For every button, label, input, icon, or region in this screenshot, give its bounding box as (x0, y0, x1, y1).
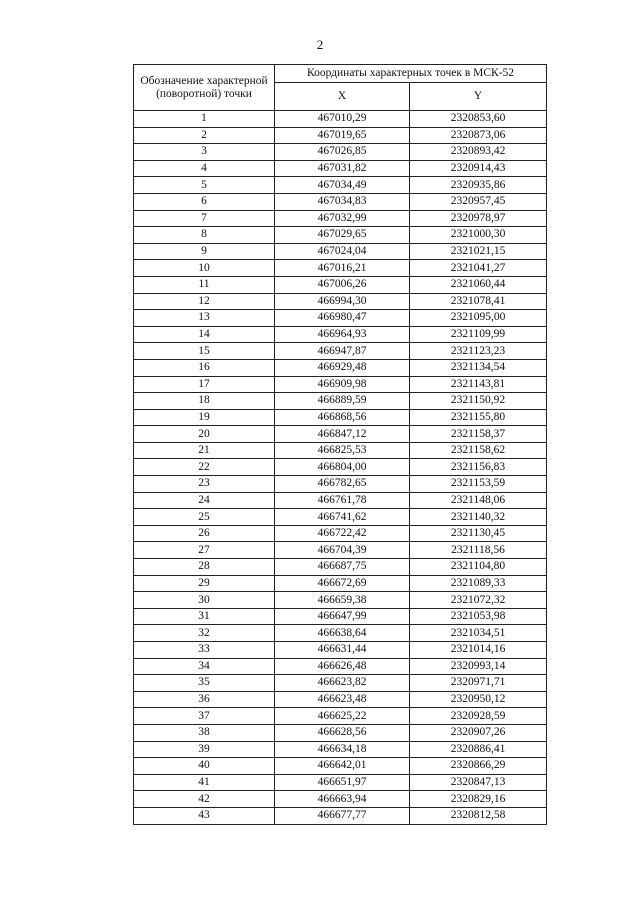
table-row (134, 525, 547, 542)
x-coordinate-cell: 466659,38 (275, 592, 410, 609)
y-coordinate-cell: 2321109,99 (410, 326, 547, 343)
y-coordinate-cell: 2320812,58 (410, 807, 547, 824)
table-row (134, 642, 547, 659)
y-coordinate-cell: 2321123,23 (410, 343, 547, 360)
point-number-cell: 5 (134, 177, 275, 194)
point-number-cell: 41 (134, 774, 275, 791)
y-coordinate-cell: 2320928,59 (410, 708, 547, 725)
point-number-cell: 28 (134, 559, 275, 576)
y-coordinate-cell: 2320978,97 (410, 210, 547, 227)
point-number-cell: 34 (134, 658, 275, 675)
y-coordinate-cell: 2321155,80 (410, 409, 547, 426)
point-number-cell: 13 (134, 310, 275, 327)
y-coordinate-cell: 2321143,81 (410, 376, 547, 393)
table-row (134, 359, 547, 376)
y-coordinate-cell: 2320957,45 (410, 193, 547, 210)
x-coordinate-cell: 466980,47 (275, 310, 410, 327)
y-coordinate-cell: 2321140,32 (410, 509, 547, 526)
point-number-cell: 4 (134, 160, 275, 177)
y-coordinate-cell: 2320853,60 (410, 111, 547, 128)
point-number-cell: 2 (134, 127, 275, 144)
x-coordinate-cell: 467032,99 (275, 210, 410, 227)
table-row (134, 227, 547, 244)
x-coordinate-cell: 466638,64 (275, 625, 410, 642)
x-coordinate-cell: 467024,04 (275, 243, 410, 260)
table-row (134, 592, 547, 609)
point-number-cell: 20 (134, 426, 275, 443)
table-row (134, 177, 547, 194)
table-row (134, 144, 547, 161)
point-number-cell: 9 (134, 243, 275, 260)
x-coordinate-cell: 466994,30 (275, 293, 410, 310)
table-body (134, 111, 547, 825)
point-number-cell: 43 (134, 807, 275, 824)
y-coordinate-cell: 2320993,14 (410, 658, 547, 675)
point-number-cell: 1 (134, 111, 275, 128)
y-coordinate-cell: 2321095,00 (410, 310, 547, 327)
point-number-cell: 12 (134, 293, 275, 310)
table-row (134, 492, 547, 509)
page-number: 2 (316, 37, 324, 52)
x-coordinate-cell: 466647,99 (275, 608, 410, 625)
point-number-cell: 40 (134, 758, 275, 775)
x-coordinate-cell: 467026,85 (275, 144, 410, 161)
point-number-cell: 22 (134, 459, 275, 476)
x-coordinate-cell: 466631,44 (275, 642, 410, 659)
x-coordinate-cell: 467006,26 (275, 276, 410, 293)
x-coordinate-cell: 466704,39 (275, 542, 410, 559)
y-coordinate-cell: 2320950,12 (410, 691, 547, 708)
point-number-cell: 24 (134, 492, 275, 509)
table-row (134, 409, 547, 426)
y-coordinate-cell: 2321158,62 (410, 442, 547, 459)
point-number-cell: 39 (134, 741, 275, 758)
x-coordinate-cell: 467019,65 (275, 127, 410, 144)
x-coordinate-cell: 466687,75 (275, 559, 410, 576)
point-number-cell: 19 (134, 409, 275, 426)
point-number-cell: 11 (134, 276, 275, 293)
point-number-cell: 14 (134, 326, 275, 343)
point-number-cell: 27 (134, 542, 275, 559)
point-number-cell: 7 (134, 210, 275, 227)
table-row (134, 426, 547, 443)
y-coordinate-cell: 2321130,45 (410, 525, 547, 542)
table-row (134, 276, 547, 293)
y-coordinate-cell: 2320873,06 (410, 127, 547, 144)
x-coordinate-cell: 467034,83 (275, 193, 410, 210)
table-row (134, 193, 547, 210)
y-coordinate-cell: 2321060,44 (410, 276, 547, 293)
table-row (134, 741, 547, 758)
table-row (134, 758, 547, 775)
x-coordinate-cell: 466634,18 (275, 741, 410, 758)
y-coordinate-cell: 2321014,16 (410, 642, 547, 659)
x-coordinate-cell: 466741,62 (275, 509, 410, 526)
y-header: Y (410, 83, 547, 111)
x-coordinate-cell: 466663,94 (275, 791, 410, 808)
x-coordinate-cell: 466947,87 (275, 343, 410, 360)
x-coordinate-cell: 466964,93 (275, 326, 410, 343)
x-coordinate-cell: 466672,69 (275, 575, 410, 592)
y-coordinate-cell: 2320886,41 (410, 741, 547, 758)
x-coordinate-cell: 466626,48 (275, 658, 410, 675)
table-row (134, 691, 547, 708)
y-coordinate-cell: 2320847,13 (410, 774, 547, 791)
point-number-cell: 42 (134, 791, 275, 808)
x-coordinate-cell: 466847,12 (275, 426, 410, 443)
table-row (134, 210, 547, 227)
y-coordinate-cell: 2321034,51 (410, 625, 547, 642)
x-coordinate-cell: 466628,56 (275, 724, 410, 741)
x-coordinate-cell: 466651,97 (275, 774, 410, 791)
y-coordinate-cell: 2321156,83 (410, 459, 547, 476)
x-coordinate-cell: 467031,82 (275, 160, 410, 177)
table-row (134, 293, 547, 310)
point-number-cell: 38 (134, 724, 275, 741)
table-row (134, 127, 547, 144)
table-row (134, 658, 547, 675)
y-coordinate-cell: 2320829,16 (410, 791, 547, 808)
table-row (134, 559, 547, 576)
point-number-cell: 17 (134, 376, 275, 393)
point-number-cell: 25 (134, 509, 275, 526)
y-coordinate-cell: 2321148,06 (410, 492, 547, 509)
table-row (134, 243, 547, 260)
table-row (134, 807, 547, 824)
table-row (134, 160, 547, 177)
x-coordinate-cell: 466722,42 (275, 525, 410, 542)
y-coordinate-cell: 2320935,86 (410, 177, 547, 194)
table-row (134, 376, 547, 393)
table-row (134, 260, 547, 277)
y-coordinate-cell: 2320971,71 (410, 675, 547, 692)
y-coordinate-cell: 2321072,32 (410, 592, 547, 609)
point-number-cell: 23 (134, 476, 275, 493)
point-number-cell: 10 (134, 260, 275, 277)
point-number-cell: 15 (134, 343, 275, 360)
y-coordinate-cell: 2321021,15 (410, 243, 547, 260)
x-header: X (275, 83, 410, 111)
x-coordinate-cell: 466642,01 (275, 758, 410, 775)
x-coordinate-cell: 467029,65 (275, 227, 410, 244)
x-coordinate-cell: 466625,22 (275, 708, 410, 725)
y-coordinate-cell: 2320866,29 (410, 758, 547, 775)
y-coordinate-cell: 2321000,30 (410, 227, 547, 244)
y-coordinate-cell: 2320914,43 (410, 160, 547, 177)
table-row (134, 675, 547, 692)
x-coordinate-cell: 466804,00 (275, 459, 410, 476)
point-number-cell: 29 (134, 575, 275, 592)
coordinates-header: Координаты характерных точек в МСК-52 (275, 65, 547, 83)
table-row (134, 326, 547, 343)
table-row (134, 509, 547, 526)
y-coordinate-cell: 2321118,56 (410, 542, 547, 559)
y-coordinate-cell: 2320907,26 (410, 724, 547, 741)
x-coordinate-cell: 466825,53 (275, 442, 410, 459)
point-number-cell: 30 (134, 592, 275, 609)
y-coordinate-cell: 2320893,42 (410, 144, 547, 161)
table-row (134, 575, 547, 592)
y-coordinate-cell: 2321104,80 (410, 559, 547, 576)
y-coordinate-cell: 2321078,41 (410, 293, 547, 310)
point-number-cell: 3 (134, 144, 275, 161)
table-row (134, 608, 547, 625)
table-row (134, 343, 547, 360)
point-number-cell: 36 (134, 691, 275, 708)
y-coordinate-cell: 2321158,37 (410, 426, 547, 443)
x-coordinate-cell: 466761,78 (275, 492, 410, 509)
x-coordinate-cell: 466677,77 (275, 807, 410, 824)
x-coordinate-cell: 467016,21 (275, 260, 410, 277)
table-row (134, 310, 547, 327)
point-designation-header: Обозначение характерной (поворотной) точки (134, 65, 275, 111)
y-coordinate-cell: 2321150,92 (410, 393, 547, 410)
point-number-cell: 31 (134, 608, 275, 625)
x-coordinate-cell: 467034,49 (275, 177, 410, 194)
point-number-cell: 26 (134, 525, 275, 542)
table-row (134, 393, 547, 410)
x-coordinate-cell: 466868,56 (275, 409, 410, 426)
point-number-cell: 18 (134, 393, 275, 410)
table-header (134, 65, 547, 111)
coordinates-table (133, 64, 547, 825)
x-coordinate-cell: 466929,48 (275, 359, 410, 376)
table-row (134, 476, 547, 493)
table-row (134, 442, 547, 459)
y-coordinate-cell: 2321089,33 (410, 575, 547, 592)
table-row (134, 625, 547, 642)
x-coordinate-cell: 466782,65 (275, 476, 410, 493)
x-coordinate-cell: 466889,59 (275, 393, 410, 410)
point-number-cell: 21 (134, 442, 275, 459)
table-row (134, 111, 547, 128)
y-coordinate-cell: 2321041,27 (410, 260, 547, 277)
point-number-cell: 33 (134, 642, 275, 659)
x-coordinate-cell: 467010,29 (275, 111, 410, 128)
table-row (134, 708, 547, 725)
table-row (134, 542, 547, 559)
y-coordinate-cell: 2321053,98 (410, 608, 547, 625)
x-coordinate-cell: 466623,48 (275, 691, 410, 708)
table-row (134, 791, 547, 808)
point-number-cell: 16 (134, 359, 275, 376)
table-row (134, 459, 547, 476)
table-row (134, 774, 547, 791)
point-number-cell: 6 (134, 193, 275, 210)
point-number-cell: 32 (134, 625, 275, 642)
y-coordinate-cell: 2321153,59 (410, 476, 547, 493)
x-coordinate-cell: 466909,98 (275, 376, 410, 393)
point-number-cell: 35 (134, 675, 275, 692)
x-coordinate-cell: 466623,82 (275, 675, 410, 692)
point-number-cell: 37 (134, 708, 275, 725)
point-number-cell: 8 (134, 227, 275, 244)
y-coordinate-cell: 2321134,54 (410, 359, 547, 376)
table-row (134, 724, 547, 741)
